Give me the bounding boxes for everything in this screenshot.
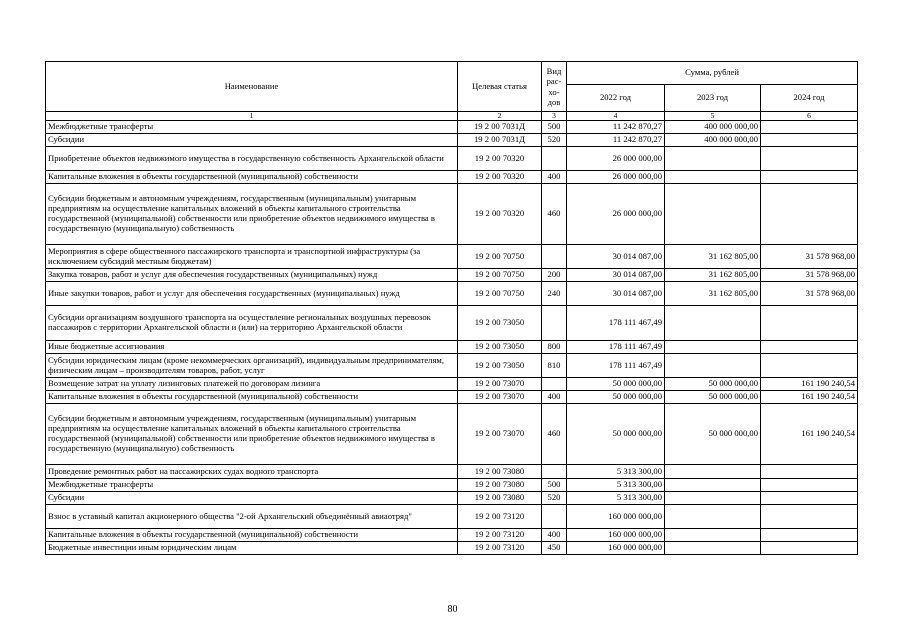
row-vid: 400: [542, 171, 567, 184]
table-row: [46, 378, 858, 391]
column-index: 1: [46, 112, 458, 121]
row-article: 19 2 00 73080: [458, 479, 542, 492]
row-name: Бюджетные инвестиции иным юридическим лицам: [46, 542, 458, 555]
row-amount-2022: 11 242 870,27: [567, 134, 665, 147]
table-row: [46, 147, 858, 171]
row-vid: 240: [542, 282, 567, 306]
row-amount-2023: 50 000 000,00: [665, 391, 761, 404]
row-vid: 400: [542, 529, 567, 542]
row-amount-2023: [665, 341, 761, 354]
table-row: [46, 269, 858, 282]
row-vid: [542, 378, 567, 391]
row-article: 19 2 00 7031Д: [458, 134, 542, 147]
row-amount-2022: 160 000 000,00: [567, 529, 665, 542]
row-article: 19 2 00 70750: [458, 282, 542, 306]
row-name: Возмещение затрат на уплату лизинговых платежей по договорам лизинга: [46, 378, 458, 391]
row-amount-2024: [761, 479, 858, 492]
row-amount-2024: [761, 542, 858, 555]
row-amount-2024: [761, 354, 858, 378]
column-index: 5: [665, 112, 761, 121]
table-row: [46, 465, 858, 479]
row-article: 19 2 00 73120: [458, 505, 542, 529]
row-amount-2024: [761, 341, 858, 354]
row-name: Приобретение объектов недвижимого имущества в государственную собственность Архангельской области: [46, 147, 458, 171]
table-row: [46, 171, 858, 184]
row-amount-2022: 5 313 300,00: [567, 465, 665, 479]
row-vid: 400: [542, 391, 567, 404]
row-amount-2022: 5 313 300,00: [567, 492, 665, 505]
row-vid: 200: [542, 269, 567, 282]
row-article: 19 2 00 73050: [458, 341, 542, 354]
row-amount-2024: [761, 505, 858, 529]
row-amount-2023: [665, 306, 761, 341]
row-article: 19 2 00 73120: [458, 542, 542, 555]
row-name: Субсидии организациям воздушного транспорта на осуществление региональных воздушных перевозок пассажиров с территории Архангельской области и (или) на территорию Архангельской области: [46, 306, 458, 341]
column-index: 4: [567, 112, 665, 121]
row-vid: 520: [542, 134, 567, 147]
row-amount-2023: [665, 147, 761, 171]
row-article: 19 2 00 73050: [458, 354, 542, 378]
row-name: Капитальные вложения в объекты государственной (муниципальной) собственности: [46, 529, 458, 542]
row-name: Межбюджетные трансферты: [46, 121, 458, 134]
table-row: [46, 479, 858, 492]
row-amount-2023: [665, 354, 761, 378]
header-2022: 2022 год: [567, 85, 665, 112]
row-amount-2023: 400 000 000,00: [665, 134, 761, 147]
row-amount-2024: 31 578 968,00: [761, 269, 858, 282]
row-amount-2022: 178 111 467,49: [567, 341, 665, 354]
row-vid: 460: [542, 184, 567, 245]
table-row: [46, 184, 858, 245]
budget-table: [45, 61, 858, 555]
column-index: 3: [542, 112, 567, 121]
table-body: [46, 121, 858, 555]
row-vid: [542, 465, 567, 479]
row-name: Субсидии бюджетным и автономным учреждениям, государственным (муниципальным) унитарным предприятиям на осуществление капитальных вложений в объекты капитального строительства государственной (муниципальной) собственности или приобретение объектов недвижимого имущества в государственную (муниципальную) собственность: [46, 184, 458, 245]
row-name: Иные закупки товаров, работ и услуг для обеспечения государственных (муниципальных) нужд: [46, 282, 458, 306]
row-amount-2023: [665, 505, 761, 529]
row-article: 19 2 00 73080: [458, 465, 542, 479]
row-article: 19 2 00 70320: [458, 147, 542, 171]
row-amount-2022: 30 014 087,00: [567, 245, 665, 269]
row-vid: 500: [542, 121, 567, 134]
table-row: [46, 529, 858, 542]
row-vid: [542, 147, 567, 171]
row-name: Капитальные вложения в объекты государственной (муниципальной) собственности: [46, 171, 458, 184]
page-number: 80: [447, 604, 458, 615]
row-amount-2024: 31 578 968,00: [761, 282, 858, 306]
row-article: 19 2 00 73070: [458, 378, 542, 391]
row-amount-2023: 31 162 805,00: [665, 245, 761, 269]
header-2023: 2023 год: [665, 85, 761, 112]
row-amount-2023: [665, 542, 761, 555]
row-name: Субсидии бюджетным и автономным учреждениям, государственным (муниципальным) унитарным предприятиям на осуществление капитальных вложений в объекты капитального строительства государственной (муниципальной) собственности или приобретение объектов недвижимого имущества в государственную (муниципальную) собственность: [46, 404, 458, 465]
row-name: Взнос в уставный капитал акционерного общества "2-ой Архангельский объединённый авиаотряд": [46, 505, 458, 529]
column-index: 2: [458, 112, 542, 121]
row-name: Иные бюджетные ассигнования: [46, 341, 458, 354]
row-amount-2022: 50 000 000,00: [567, 378, 665, 391]
table-row: [46, 121, 858, 134]
row-name: Мероприятия в сфере общественного пассажирского транспорта и транспортной инфраструктуры (за исключением субсидий местным бюджетам): [46, 245, 458, 269]
header-vid: Вид рас- хо- дов: [542, 62, 567, 112]
header-name: Наименование: [46, 62, 458, 112]
row-article: 19 2 00 70320: [458, 171, 542, 184]
row-article: 19 2 00 73050: [458, 306, 542, 341]
row-amount-2022: 26 000 000,00: [567, 171, 665, 184]
row-amount-2023: [665, 529, 761, 542]
table-row: [46, 404, 858, 465]
table-row: [46, 354, 858, 378]
row-name: Субсидии: [46, 134, 458, 147]
row-amount-2023: [665, 479, 761, 492]
table-row: [46, 134, 858, 147]
row-amount-2024: 161 190 240,54: [761, 378, 858, 391]
table-row: [46, 505, 858, 529]
row-name: Субсидии: [46, 492, 458, 505]
row-amount-2023: 50 000 000,00: [665, 378, 761, 391]
table-row: [46, 245, 858, 269]
table-row: [46, 542, 858, 555]
table-row: [46, 391, 858, 404]
row-vid: [542, 306, 567, 341]
row-amount-2022: 178 111 467,49: [567, 306, 665, 341]
row-vid: 460: [542, 404, 567, 465]
row-amount-2024: 161 190 240,54: [761, 404, 858, 465]
row-amount-2022: 50 000 000,00: [567, 404, 665, 465]
header-article: Целевая статья: [458, 62, 542, 112]
header-sum: Сумма, рублей: [567, 62, 858, 85]
row-name: Межбюджетные трансферты: [46, 479, 458, 492]
row-article: 19 2 00 73120: [458, 529, 542, 542]
row-amount-2022: 11 242 870,27: [567, 121, 665, 134]
row-amount-2024: [761, 121, 858, 134]
table-row: [46, 341, 858, 354]
row-amount-2024: [761, 134, 858, 147]
row-amount-2022: 26 000 000,00: [567, 147, 665, 171]
table-row: [46, 306, 858, 341]
row-amount-2023: 31 162 805,00: [665, 282, 761, 306]
row-amount-2022: 5 313 300,00: [567, 479, 665, 492]
row-amount-2022: 26 000 000,00: [567, 184, 665, 245]
row-amount-2022: 160 000 000,00: [567, 505, 665, 529]
row-name: Проведение ремонтных работ на пассажирских судах водного транспорта: [46, 465, 458, 479]
column-index: 6: [761, 112, 858, 121]
row-amount-2024: [761, 529, 858, 542]
row-amount-2023: [665, 492, 761, 505]
row-article: 19 2 00 7031Д: [458, 121, 542, 134]
row-article: 19 2 00 73070: [458, 391, 542, 404]
row-amount-2022: 160 000 000,00: [567, 542, 665, 555]
row-amount-2024: [761, 171, 858, 184]
row-amount-2022: 50 000 000,00: [567, 391, 665, 404]
table-row: [46, 282, 858, 306]
row-amount-2024: 161 190 240,54: [761, 391, 858, 404]
row-amount-2024: [761, 147, 858, 171]
row-amount-2023: 50 000 000,00: [665, 404, 761, 465]
row-amount-2024: 31 578 968,00: [761, 245, 858, 269]
row-amount-2023: [665, 171, 761, 184]
row-amount-2024: [761, 184, 858, 245]
row-article: 19 2 00 73080: [458, 492, 542, 505]
table-row: [46, 492, 858, 505]
header-2024: 2024 год: [761, 85, 858, 112]
row-amount-2022: 178 111 467,49: [567, 354, 665, 378]
row-name: Закупка товаров, работ и услуг для обеспечения государственных (муниципальных) нужд: [46, 269, 458, 282]
row-amount-2024: [761, 465, 858, 479]
row-amount-2023: 400 000 000,00: [665, 121, 761, 134]
row-vid: 450: [542, 542, 567, 555]
row-article: 19 2 00 73070: [458, 404, 542, 465]
row-vid: 500: [542, 479, 567, 492]
row-article: 19 2 00 70320: [458, 184, 542, 245]
row-article: 19 2 00 70750: [458, 245, 542, 269]
row-article: 19 2 00 70750: [458, 269, 542, 282]
row-amount-2022: 30 014 087,00: [567, 269, 665, 282]
row-vid: [542, 245, 567, 269]
row-vid: 800: [542, 341, 567, 354]
row-amount-2023: [665, 184, 761, 245]
row-name: Капитальные вложения в объекты государственной (муниципальной) собственности: [46, 391, 458, 404]
row-amount-2024: [761, 306, 858, 341]
row-amount-2022: 30 014 087,00: [567, 282, 665, 306]
column-index-row: [46, 112, 858, 121]
row-amount-2023: [665, 465, 761, 479]
row-vid: 520: [542, 492, 567, 505]
row-name: Субсидии юридическим лицам (кроме некоммерческих организаций), индивидуальным предпринимателям, физическим лицам – производителям товаров, работ, услуг: [46, 354, 458, 378]
row-amount-2023: 31 162 805,00: [665, 269, 761, 282]
row-amount-2024: [761, 492, 858, 505]
row-vid: 810: [542, 354, 567, 378]
row-vid: [542, 505, 567, 529]
